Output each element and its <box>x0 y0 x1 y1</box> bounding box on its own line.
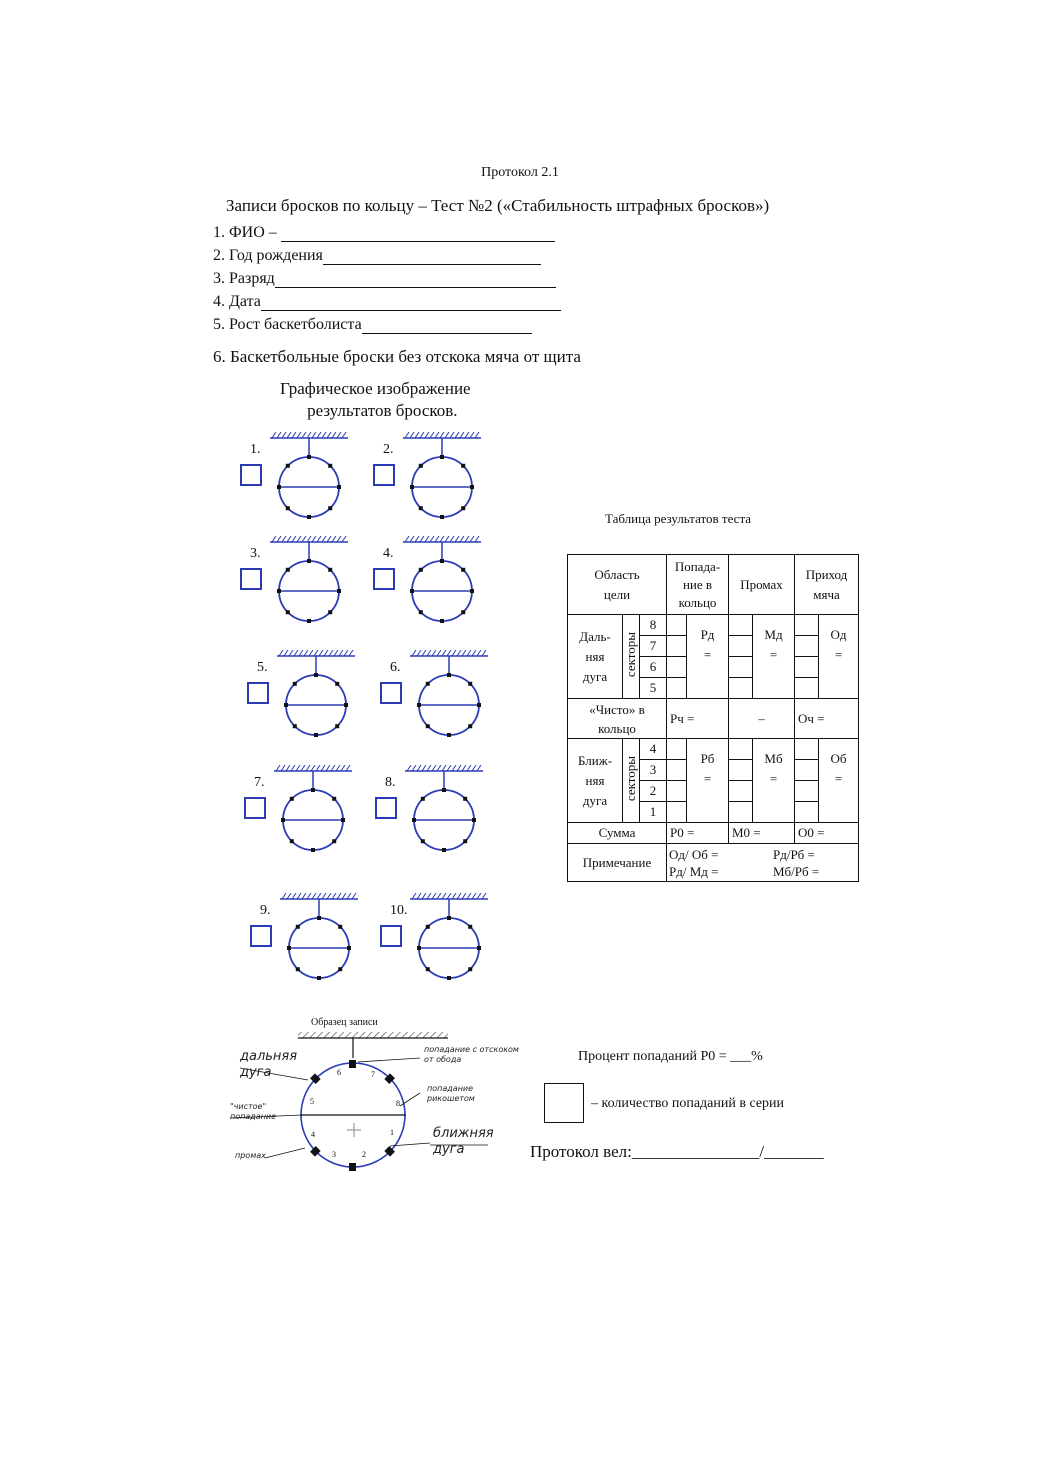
record-number: 8. <box>385 775 396 790</box>
pd-cell: Pд = <box>687 615 729 699</box>
sum-label: Сумма <box>568 823 667 844</box>
sector-6: 6 <box>640 657 667 678</box>
th-area: Область цели <box>568 555 667 615</box>
result-table <box>567 554 859 882</box>
record-number: 7. <box>254 775 265 790</box>
cell-far-hit-8[interactable] <box>667 615 687 636</box>
graph-title <box>280 378 471 422</box>
m0-cell[interactable]: M0 = <box>729 823 795 844</box>
cell-near-arr-3[interactable] <box>795 760 819 781</box>
cell-near-miss-3[interactable] <box>729 760 753 781</box>
protocol-title: Протокол 2.1 <box>481 165 559 180</box>
field-date-label: 4. Дата <box>213 293 261 310</box>
cell-far-arr-6[interactable] <box>795 657 819 678</box>
field-height-label: 5. Рост баскетболиста <box>213 316 362 333</box>
note-cell[interactable] <box>667 844 859 882</box>
near-arc-label: Ближ- няя дуга <box>568 739 623 823</box>
cell-near-hit-2[interactable] <box>667 781 687 802</box>
sample-sector-number: 5 <box>310 1097 314 1106</box>
field-fio-label: 1. ФИО – <box>213 224 277 241</box>
record-number: 2. <box>383 442 394 457</box>
cell-far-arr-5[interactable] <box>795 678 819 699</box>
near-sectors-label: секторы <box>623 739 640 823</box>
cell-far-miss-5[interactable] <box>729 678 753 699</box>
cell-near-miss-1[interactable] <box>729 802 753 823</box>
record-count-box[interactable] <box>380 682 402 704</box>
record-count-box[interactable] <box>240 568 262 590</box>
sector-3: 3 <box>640 760 667 781</box>
sample-sector-number: 7 <box>371 1070 375 1079</box>
field-date[interactable] <box>213 293 561 311</box>
record-ring-diagram[interactable] <box>406 650 496 745</box>
record-number: 4. <box>383 546 394 561</box>
th-miss: Промах <box>729 555 795 615</box>
sample-title: Образец записи <box>311 1017 378 1028</box>
field-fio[interactable] <box>213 224 555 242</box>
cell-near-hit-1[interactable] <box>667 802 687 823</box>
far-sectors-label: секторы <box>623 615 640 699</box>
far-arc-label: Даль- няя дуга <box>568 615 623 699</box>
sector-2: 2 <box>640 781 667 802</box>
o0-cell[interactable]: O0 = <box>795 823 859 844</box>
th-hit: Попада- ние в кольцо <box>667 555 729 615</box>
item6-heading: 6. Баскетбольные броски без отскока мяча от щита <box>213 347 581 366</box>
record-ring-diagram[interactable] <box>276 893 366 988</box>
sample-clean-label: "чистое" попадание <box>230 1102 277 1121</box>
record-number: 10. <box>390 903 408 918</box>
od-cell: Oд = <box>819 615 859 699</box>
result-table-caption: Таблица результатов теста <box>605 511 752 526</box>
cell-near-hit-4[interactable] <box>667 739 687 760</box>
sample-hit-rim-label: попадание с отскоком от обода <box>424 1045 519 1064</box>
field-date-line[interactable] <box>261 296 561 311</box>
note-ratio-2: Pд/Pб = <box>773 846 815 862</box>
dash-cell: – <box>729 699 795 739</box>
sample-miss-label: промах <box>235 1151 266 1160</box>
sector-8: 8 <box>640 615 667 636</box>
graph-title-line2: результатов бросков. <box>307 401 458 420</box>
sample-sector-number: 4 <box>311 1130 315 1139</box>
cell-far-miss-8[interactable] <box>729 615 753 636</box>
record-ring-diagram[interactable] <box>273 650 363 745</box>
sample-sector-number: 2 <box>362 1150 366 1159</box>
record-ring-diagram[interactable] <box>266 432 356 527</box>
record-ring-diagram[interactable] <box>270 765 360 860</box>
cell-far-hit-7[interactable] <box>667 636 687 657</box>
record-number: 3. <box>250 546 261 561</box>
record-ring-diagram[interactable] <box>266 536 356 631</box>
clean-label: «Чисто» в кольцо <box>568 699 667 739</box>
cell-near-miss-2[interactable] <box>729 781 753 802</box>
record-count-box[interactable] <box>240 464 262 486</box>
count-label: – количество попаданий в серии <box>591 1096 785 1111</box>
record-count-box[interactable] <box>250 925 272 947</box>
record-count-box[interactable] <box>375 797 397 819</box>
field-fio-line[interactable] <box>281 227 555 242</box>
sample-near-arc-label: ближняя дуга <box>433 1126 494 1157</box>
cell-far-arr-8[interactable] <box>795 615 819 636</box>
field-birth-year[interactable] <box>213 247 541 265</box>
ob-cell: Oб = <box>819 739 859 823</box>
cell-near-arr-1[interactable] <box>795 802 819 823</box>
record-count-box[interactable] <box>380 925 402 947</box>
sample-sector-number: 6 <box>337 1068 341 1077</box>
protocol-keeper[interactable]: Протокол вел:_______________/_______ <box>530 1142 824 1161</box>
sample-backboard-hatch <box>298 1032 448 1038</box>
pch-cell[interactable]: Pч = <box>667 699 729 739</box>
sample-sector-number: 8 <box>396 1099 400 1108</box>
sample-sector-number: 3 <box>332 1150 336 1159</box>
test-heading: Записи бросков по кольцу – Тест №2 («Стабильность штрафных бросков») <box>226 196 770 215</box>
record-ring-diagram[interactable] <box>406 893 496 988</box>
graph-title-line1: Графическое изображение <box>280 379 471 398</box>
record-count-box[interactable] <box>373 568 395 590</box>
field-height-line[interactable] <box>362 319 532 334</box>
sector-4: 4 <box>640 739 667 760</box>
cell-near-arr-2[interactable] <box>795 781 819 802</box>
mb-cell: Mб = <box>753 739 795 823</box>
md-cell: Mд = <box>753 615 795 699</box>
sector-7: 7 <box>640 636 667 657</box>
cell-far-hit-6[interactable] <box>667 657 687 678</box>
cell-near-hit-3[interactable] <box>667 760 687 781</box>
field-birth-year-line[interactable] <box>323 250 541 265</box>
cell-far-arr-7[interactable] <box>795 636 819 657</box>
th-arrival: Приход мяча <box>795 555 859 615</box>
cell-near-arr-4[interactable] <box>795 739 819 760</box>
field-rank-label: 3. Разряд <box>213 270 275 287</box>
och-cell[interactable]: Oч = <box>795 699 859 739</box>
sample-ricochet-label: попадание рикошетом <box>427 1084 475 1103</box>
note-label: Примечание <box>568 844 667 882</box>
field-height[interactable] <box>213 316 532 334</box>
sector-5: 5 <box>640 678 667 699</box>
record-number: 6. <box>390 660 401 675</box>
record-number: 9. <box>260 903 271 918</box>
cell-far-hit-5[interactable] <box>667 678 687 699</box>
record-ring-diagram[interactable] <box>399 536 489 631</box>
record-count-box[interactable] <box>247 682 269 704</box>
sample-sector-number: 1 <box>390 1128 394 1137</box>
percent-line[interactable]: Процент попаданий P0 = ___% <box>578 1049 763 1064</box>
sample-far-arc-label: дальняя дуга <box>240 1049 298 1080</box>
cell-near-miss-4[interactable] <box>729 739 753 760</box>
p0-cell[interactable]: P0 = <box>667 823 729 844</box>
note-ratio-4: Mб/Pб = <box>773 863 820 879</box>
pb-cell: Pб = <box>687 739 729 823</box>
record-number: 5. <box>257 660 268 675</box>
field-rank[interactable] <box>213 270 556 288</box>
record-count-box[interactable] <box>244 797 266 819</box>
record-number: 1. <box>250 442 261 457</box>
cell-far-miss-7[interactable] <box>729 636 753 657</box>
cell-far-miss-6[interactable] <box>729 657 753 678</box>
note-ratio-3: Pд/ Mд = <box>669 863 719 879</box>
sector-1: 1 <box>640 802 667 823</box>
count-box[interactable] <box>544 1083 584 1123</box>
note-ratio-1: Oд/ Oб = <box>669 846 719 862</box>
record-ring-diagram[interactable] <box>401 765 491 860</box>
record-count-box[interactable] <box>373 464 395 486</box>
field-birth-year-label: 2. Год рождения <box>213 247 323 264</box>
record-ring-diagram[interactable] <box>399 432 489 527</box>
field-rank-line[interactable] <box>275 273 556 288</box>
